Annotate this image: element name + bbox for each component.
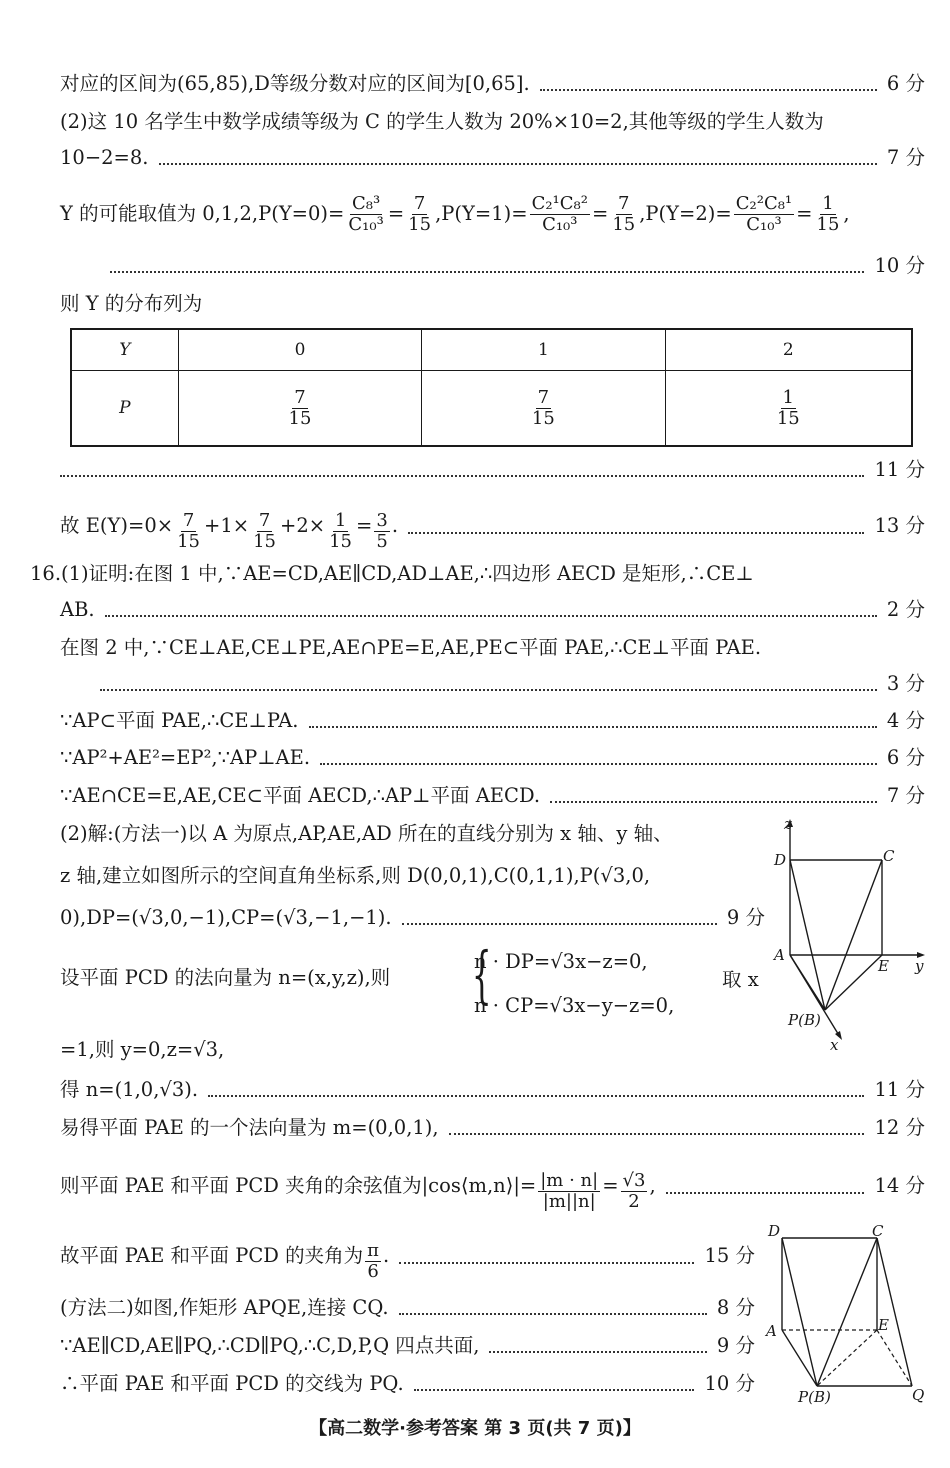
score: 4 分 <box>886 709 925 732</box>
line-text: 对应的区间为(65,85),D等级分数对应的区间为[0,65]. <box>60 72 530 95</box>
score: 14 分 <box>874 1174 925 1197</box>
line-text: 10−2=8. <box>60 146 149 169</box>
answer-line: ∴平面 PAE 和平面 PCD 的交线为 PQ. 10 分 <box>60 1370 755 1398</box>
fraction: $\frac{\text{C₂¹C₈²}}{\text{C₁₀³}}$ <box>531 193 588 235</box>
leader-dots <box>208 1095 864 1097</box>
table-cell: $\frac{7}{15}$ <box>178 371 421 447</box>
score: 9 分 <box>726 906 765 929</box>
equation-brace: { <box>471 938 492 1011</box>
answer-line <box>60 70 925 98</box>
answer-line: (方法二)如图,作矩形 APQE,连接 CQ. 8 分 <box>60 1294 755 1322</box>
score: 13 分 <box>874 514 925 537</box>
answer-line: 取 x <box>722 968 759 991</box>
label-PB: P(B) <box>788 1011 821 1029</box>
score: 7 分 <box>886 146 925 169</box>
leader-dots <box>550 801 877 803</box>
answer-line <box>60 456 925 484</box>
probability-line: Y 的可能取值为 0,1,2,P(Y=0)= $\frac{\text{C₈³}}{\text{C₁₀³}}$ = $\frac{7}{15}$ ,P(Y=1)= $\frac{\text{C₂¹C₈²}}{\text{C₁₀³}}$ = $\frac{7}{15}$ ,P(Y=2)= $\frac{\text{C₂²C₈¹}}{\text{C₁₀³}}$ = $\frac{1}{15}$ , <box>60 193 850 235</box>
table-cell: Y <box>71 329 178 371</box>
label-A: A <box>766 1322 777 1340</box>
figure-rectangle-apqe <box>762 1218 932 1408</box>
table-cell: $\frac{1}{15}$ <box>665 371 912 447</box>
figure-coordinate-system <box>770 815 940 1055</box>
score: 6 分 <box>886 72 925 95</box>
table-cell: 1 <box>422 329 665 371</box>
table-header-row <box>71 329 912 371</box>
angle-line: 故平面 PAE 和平面 PCD 的夹角为 $\frac{\pi}{6}$ . 15 分 <box>60 1230 755 1282</box>
table-cell: 0 <box>178 329 421 371</box>
answer-line: 在图 2 中,∵CE⊥AE,CE⊥PE,AE∩PE=E,AE,PE⊂平面 PAE,∴CE⊥平面 PAE. <box>60 636 762 659</box>
cosine-line: 则平面 PAE 和平面 PCD 夹角的余弦值为|cos⟨m,n⟩|= $\frac{|m \cdot n|}{|m||n|}$ = $\frac{√3}{2}$ , 14 分 <box>60 1160 925 1212</box>
fraction: $\frac{\text{C₈³}}{\text{C₁₀³}}$ <box>348 193 384 235</box>
table-row <box>71 371 912 447</box>
answer-line: AB. 2 分 <box>60 596 925 624</box>
answer-line <box>100 670 925 698</box>
score: 10 分 <box>874 254 925 277</box>
leader-dots <box>60 475 864 477</box>
score: 7 分 <box>886 784 925 807</box>
table-cell: 2 <box>665 329 912 371</box>
leader-dots <box>489 1351 706 1353</box>
score: 11 分 <box>874 1078 925 1101</box>
score: 9 分 <box>716 1334 755 1357</box>
answer-line: (2)这 10 名学生中数学成绩等级为 C 的学生人数为 20%×10=2,其他等级的学生人数为 <box>60 110 824 133</box>
score: 2 分 <box>886 598 925 621</box>
answer-line <box>60 144 925 172</box>
leader-dots <box>159 163 877 165</box>
label-x: x <box>830 1036 839 1054</box>
leader-dots <box>110 271 864 273</box>
page-footer: 【高二数学·参考答案 第 3 页(共 7 页)】 <box>309 1418 641 1439</box>
table-cell: P <box>71 371 178 447</box>
normal-vector-line: 设平面 PCD 的法向量为 n=(x,y,z),则 <box>60 966 391 989</box>
equation-1: n · DP=√3x−z=0, <box>474 950 648 973</box>
label-Q: Q <box>912 1386 925 1404</box>
answer-line: z 轴,建立如图所示的空间直角坐标系,则 D(0,0,1),C(0,1,1),P(√3,0, <box>60 864 651 887</box>
fraction: $\frac{7}{15}$ <box>408 193 432 235</box>
leader-dots <box>449 1133 865 1135</box>
label-z: z <box>784 815 792 833</box>
answer-line: (2)解:(方法一)以 A 为原点,AP,AE,AD 所在的直线分别为 x 轴、y 轴、 <box>60 822 673 845</box>
answer-line: ∵AE∩CE=E,AE,CE⊂平面 AECD,∴AP⊥平面 AECD. 7 分 <box>60 782 925 810</box>
score: 12 分 <box>874 1116 925 1139</box>
table-cell: $\frac{7}{15}$ <box>422 371 665 447</box>
leader-dots <box>320 763 877 765</box>
score: 15 分 <box>704 1244 755 1267</box>
answer-line: 易得平面 PAE 的一个法向量为 m=(0,0,1), 12 分 <box>60 1114 925 1142</box>
fraction: $\frac{\text{C₂²C₈¹}}{\text{C₁₀³}}$ <box>735 193 793 235</box>
leader-dots <box>105 615 877 617</box>
answer-line: ∵AE∥CD,AE∥PQ,∴CD∥PQ,∴C,D,P,Q 四点共面, 9 分 <box>60 1332 755 1360</box>
label-E: E <box>878 957 889 975</box>
label-D: D <box>768 1222 781 1240</box>
leader-dots <box>414 1389 695 1391</box>
score: 8 分 <box>716 1296 755 1319</box>
equation-2: n · CP=√3x−y−z=0, <box>474 994 675 1017</box>
leader-dots <box>309 726 877 728</box>
label-C: C <box>883 847 895 865</box>
answer-line: 则 Y 的分布列为 <box>60 292 203 315</box>
leader-dots <box>399 1262 694 1264</box>
score: 6 分 <box>886 746 925 769</box>
distribution-table <box>70 328 913 447</box>
score: 11 分 <box>874 458 925 481</box>
expectation-line: 故 E(Y)=0× $\frac{7}{15}$ +1× $\frac{7}{15}$ +2× $\frac{1}{15}$ = $\frac{3}{5}$ . 13 分 <box>60 500 925 552</box>
answer-line: 16.(1)证明:在图 1 中,∵AE=CD,AE∥CD,AD⊥AE,∴四边形 AECD 是矩形,∴CE⊥ <box>30 562 754 585</box>
answer-line: =1,则 y=0,z=√3, <box>60 1038 225 1061</box>
label-PB: P(B) <box>798 1388 831 1406</box>
label-D: D <box>774 851 787 869</box>
line-text: Y 的可能取值为 0,1,2,P(Y=0)= <box>60 202 345 225</box>
answer-line: 得 n=(1,0,√3). 11 分 <box>60 1076 925 1104</box>
leader-dots <box>540 89 877 91</box>
leader-dots <box>408 532 864 534</box>
fraction: $\frac{1}{15}$ <box>816 193 840 235</box>
label-C: C <box>872 1222 884 1240</box>
score: 10 分 <box>704 1372 755 1395</box>
score: 3 分 <box>886 672 925 695</box>
answer-line: ∵AP⊂平面 PAE,∴CE⊥PA. 4 分 <box>60 707 925 735</box>
leader-dots <box>402 923 717 925</box>
answer-line: ∵AP²+AE²=EP²,∵AP⊥AE. 6 分 <box>60 744 925 772</box>
fraction: $\frac{7}{15}$ <box>612 193 636 235</box>
label-y: y <box>915 957 924 975</box>
label-E: E <box>878 1316 889 1334</box>
label-A: A <box>774 946 785 964</box>
answer-line <box>110 252 925 280</box>
leader-dots <box>399 1313 707 1315</box>
leader-dots <box>666 1192 865 1194</box>
answer-line: 0),DP=(√3,0,−1),CP=(√3,−1,−1). 9 分 <box>60 904 765 932</box>
leader-dots <box>100 689 877 691</box>
